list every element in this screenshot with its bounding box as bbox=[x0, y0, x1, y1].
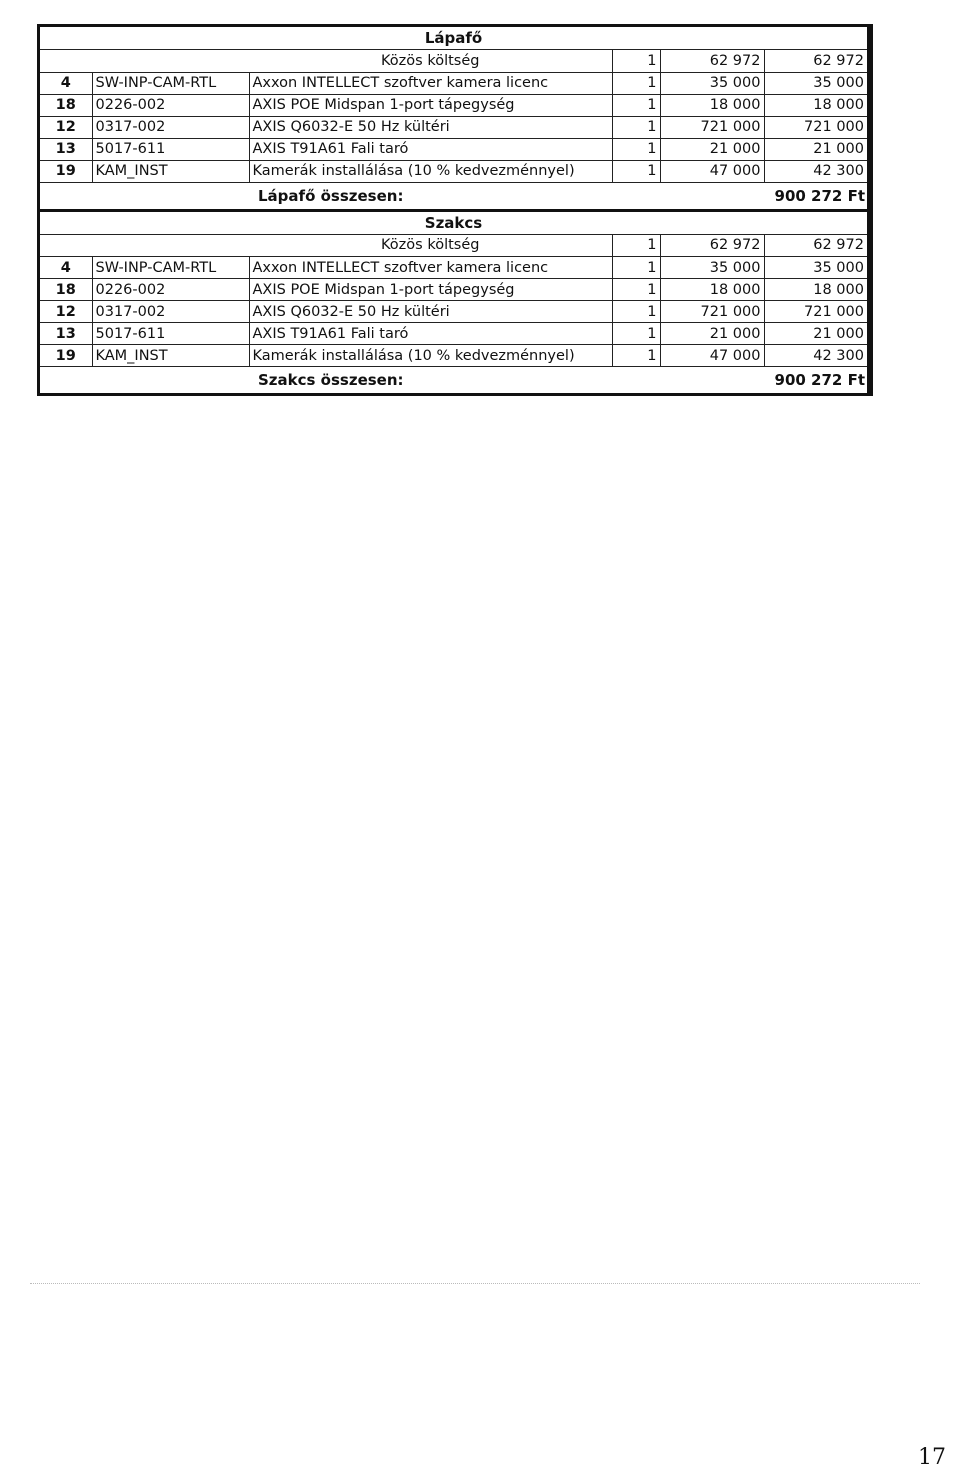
unit-price-cell: 35 000 bbox=[660, 257, 764, 279]
qty-cell: 1 bbox=[612, 323, 660, 345]
item-id: 12 bbox=[40, 301, 92, 323]
summary-label: Lápafő összesen: bbox=[258, 186, 404, 205]
item-description: AXIS POE Midspan 1-port tápegység bbox=[249, 279, 612, 301]
unit-price-cell: 721 000 bbox=[660, 116, 764, 138]
item-code: KAM_INST bbox=[92, 160, 249, 182]
item-code: 0226-002 bbox=[92, 94, 249, 116]
qty-cell: 1 bbox=[612, 50, 660, 72]
item-description: AXIS Q6032-E 50 Hz kültéri bbox=[249, 301, 612, 323]
item-description: Axxon INTELLECT szoftver kamera licenc bbox=[249, 257, 612, 279]
table-row bbox=[40, 323, 867, 345]
unit-price-cell: 62 972 bbox=[660, 235, 764, 257]
item-description: AXIS Q6032-E 50 Hz kültéri bbox=[249, 116, 612, 138]
qty-cell: 1 bbox=[612, 94, 660, 116]
item-code: 0317-002 bbox=[92, 116, 249, 138]
unit-price-cell: 18 000 bbox=[660, 279, 764, 301]
table-row bbox=[40, 72, 867, 94]
unit-price-cell: 35 000 bbox=[660, 72, 764, 94]
common-cost-label: Közös költség bbox=[249, 50, 612, 72]
common-cost-label: Közös költség bbox=[249, 235, 612, 257]
total-cell: 35 000 bbox=[764, 257, 867, 279]
unit-price-cell: 62 972 bbox=[660, 50, 764, 72]
qty-cell: 1 bbox=[612, 301, 660, 323]
item-id: 13 bbox=[40, 323, 92, 345]
section-summary bbox=[40, 367, 867, 393]
item-code: 5017-611 bbox=[92, 323, 249, 345]
qty-cell: 1 bbox=[612, 279, 660, 301]
page-number: 17 bbox=[918, 1445, 946, 1470]
item-code: 0317-002 bbox=[92, 301, 249, 323]
scan-artifact-line bbox=[30, 1283, 920, 1284]
item-id: 13 bbox=[40, 138, 92, 160]
item-id: 18 bbox=[40, 279, 92, 301]
table-row bbox=[40, 279, 867, 301]
item-id: 4 bbox=[40, 257, 92, 279]
unit-price-cell: 47 000 bbox=[660, 345, 764, 367]
item-code: KAM_INST bbox=[92, 345, 249, 367]
qty-cell: 1 bbox=[612, 345, 660, 367]
total-cell: 42 300 bbox=[764, 345, 867, 367]
total-cell: 62 972 bbox=[764, 235, 867, 257]
qty-cell: 1 bbox=[612, 72, 660, 94]
summary-value: 900 272 Ft bbox=[774, 186, 865, 205]
common-cost-row bbox=[40, 50, 867, 72]
total-cell: 721 000 bbox=[764, 116, 867, 138]
section-table bbox=[40, 50, 867, 183]
unit-price-cell: 21 000 bbox=[660, 323, 764, 345]
table-row bbox=[40, 160, 867, 182]
qty-cell: 1 bbox=[612, 235, 660, 257]
total-cell: 721 000 bbox=[764, 301, 867, 323]
item-id: 19 bbox=[40, 345, 92, 367]
table-row bbox=[40, 301, 867, 323]
table-row bbox=[40, 94, 867, 116]
item-code: SW-INP-CAM-RTL bbox=[92, 257, 249, 279]
unit-price-cell: 721 000 bbox=[660, 301, 764, 323]
table-row bbox=[40, 138, 867, 160]
item-description: Axxon INTELLECT szoftver kamera licenc bbox=[249, 72, 612, 94]
qty-cell: 1 bbox=[612, 138, 660, 160]
total-cell: 42 300 bbox=[764, 160, 867, 182]
total-cell: 18 000 bbox=[764, 94, 867, 116]
total-cell: 18 000 bbox=[764, 279, 867, 301]
item-id: 18 bbox=[40, 94, 92, 116]
item-description: Kamerák installálása (10 % kedvezménnyel) bbox=[249, 345, 612, 367]
total-cell: 62 972 bbox=[764, 50, 867, 72]
qty-cell: 1 bbox=[612, 160, 660, 182]
unit-price-cell: 18 000 bbox=[660, 94, 764, 116]
table-row bbox=[40, 345, 867, 367]
item-description: AXIS T91A61 Fali taró bbox=[249, 138, 612, 160]
section-title: Lápafő bbox=[40, 27, 867, 50]
item-description: Kamerák installálása (10 % kedvezménnyel) bbox=[249, 160, 612, 182]
item-description: AXIS POE Midspan 1-port tápegység bbox=[249, 94, 612, 116]
item-id: 12 bbox=[40, 116, 92, 138]
common-cost-row bbox=[40, 235, 867, 257]
item-code: 5017-611 bbox=[92, 138, 249, 160]
section-table bbox=[40, 235, 867, 368]
item-code: SW-INP-CAM-RTL bbox=[92, 72, 249, 94]
summary-label: Szakcs összesen: bbox=[258, 371, 404, 389]
table-row bbox=[40, 257, 867, 279]
item-id: 4 bbox=[40, 72, 92, 94]
unit-price-cell: 47 000 bbox=[660, 160, 764, 182]
cost-table bbox=[37, 24, 873, 396]
section-summary bbox=[40, 183, 867, 212]
total-cell: 21 000 bbox=[764, 138, 867, 160]
qty-cell: 1 bbox=[612, 257, 660, 279]
unit-price-cell: 21 000 bbox=[660, 138, 764, 160]
section-title: Szakcs bbox=[40, 212, 867, 235]
summary-value: 900 272 Ft bbox=[774, 371, 865, 389]
table-row bbox=[40, 116, 867, 138]
total-cell: 21 000 bbox=[764, 323, 867, 345]
item-id: 19 bbox=[40, 160, 92, 182]
qty-cell: 1 bbox=[612, 116, 660, 138]
total-cell: 35 000 bbox=[764, 72, 867, 94]
item-description: AXIS T91A61 Fali taró bbox=[249, 323, 612, 345]
item-code: 0226-002 bbox=[92, 279, 249, 301]
